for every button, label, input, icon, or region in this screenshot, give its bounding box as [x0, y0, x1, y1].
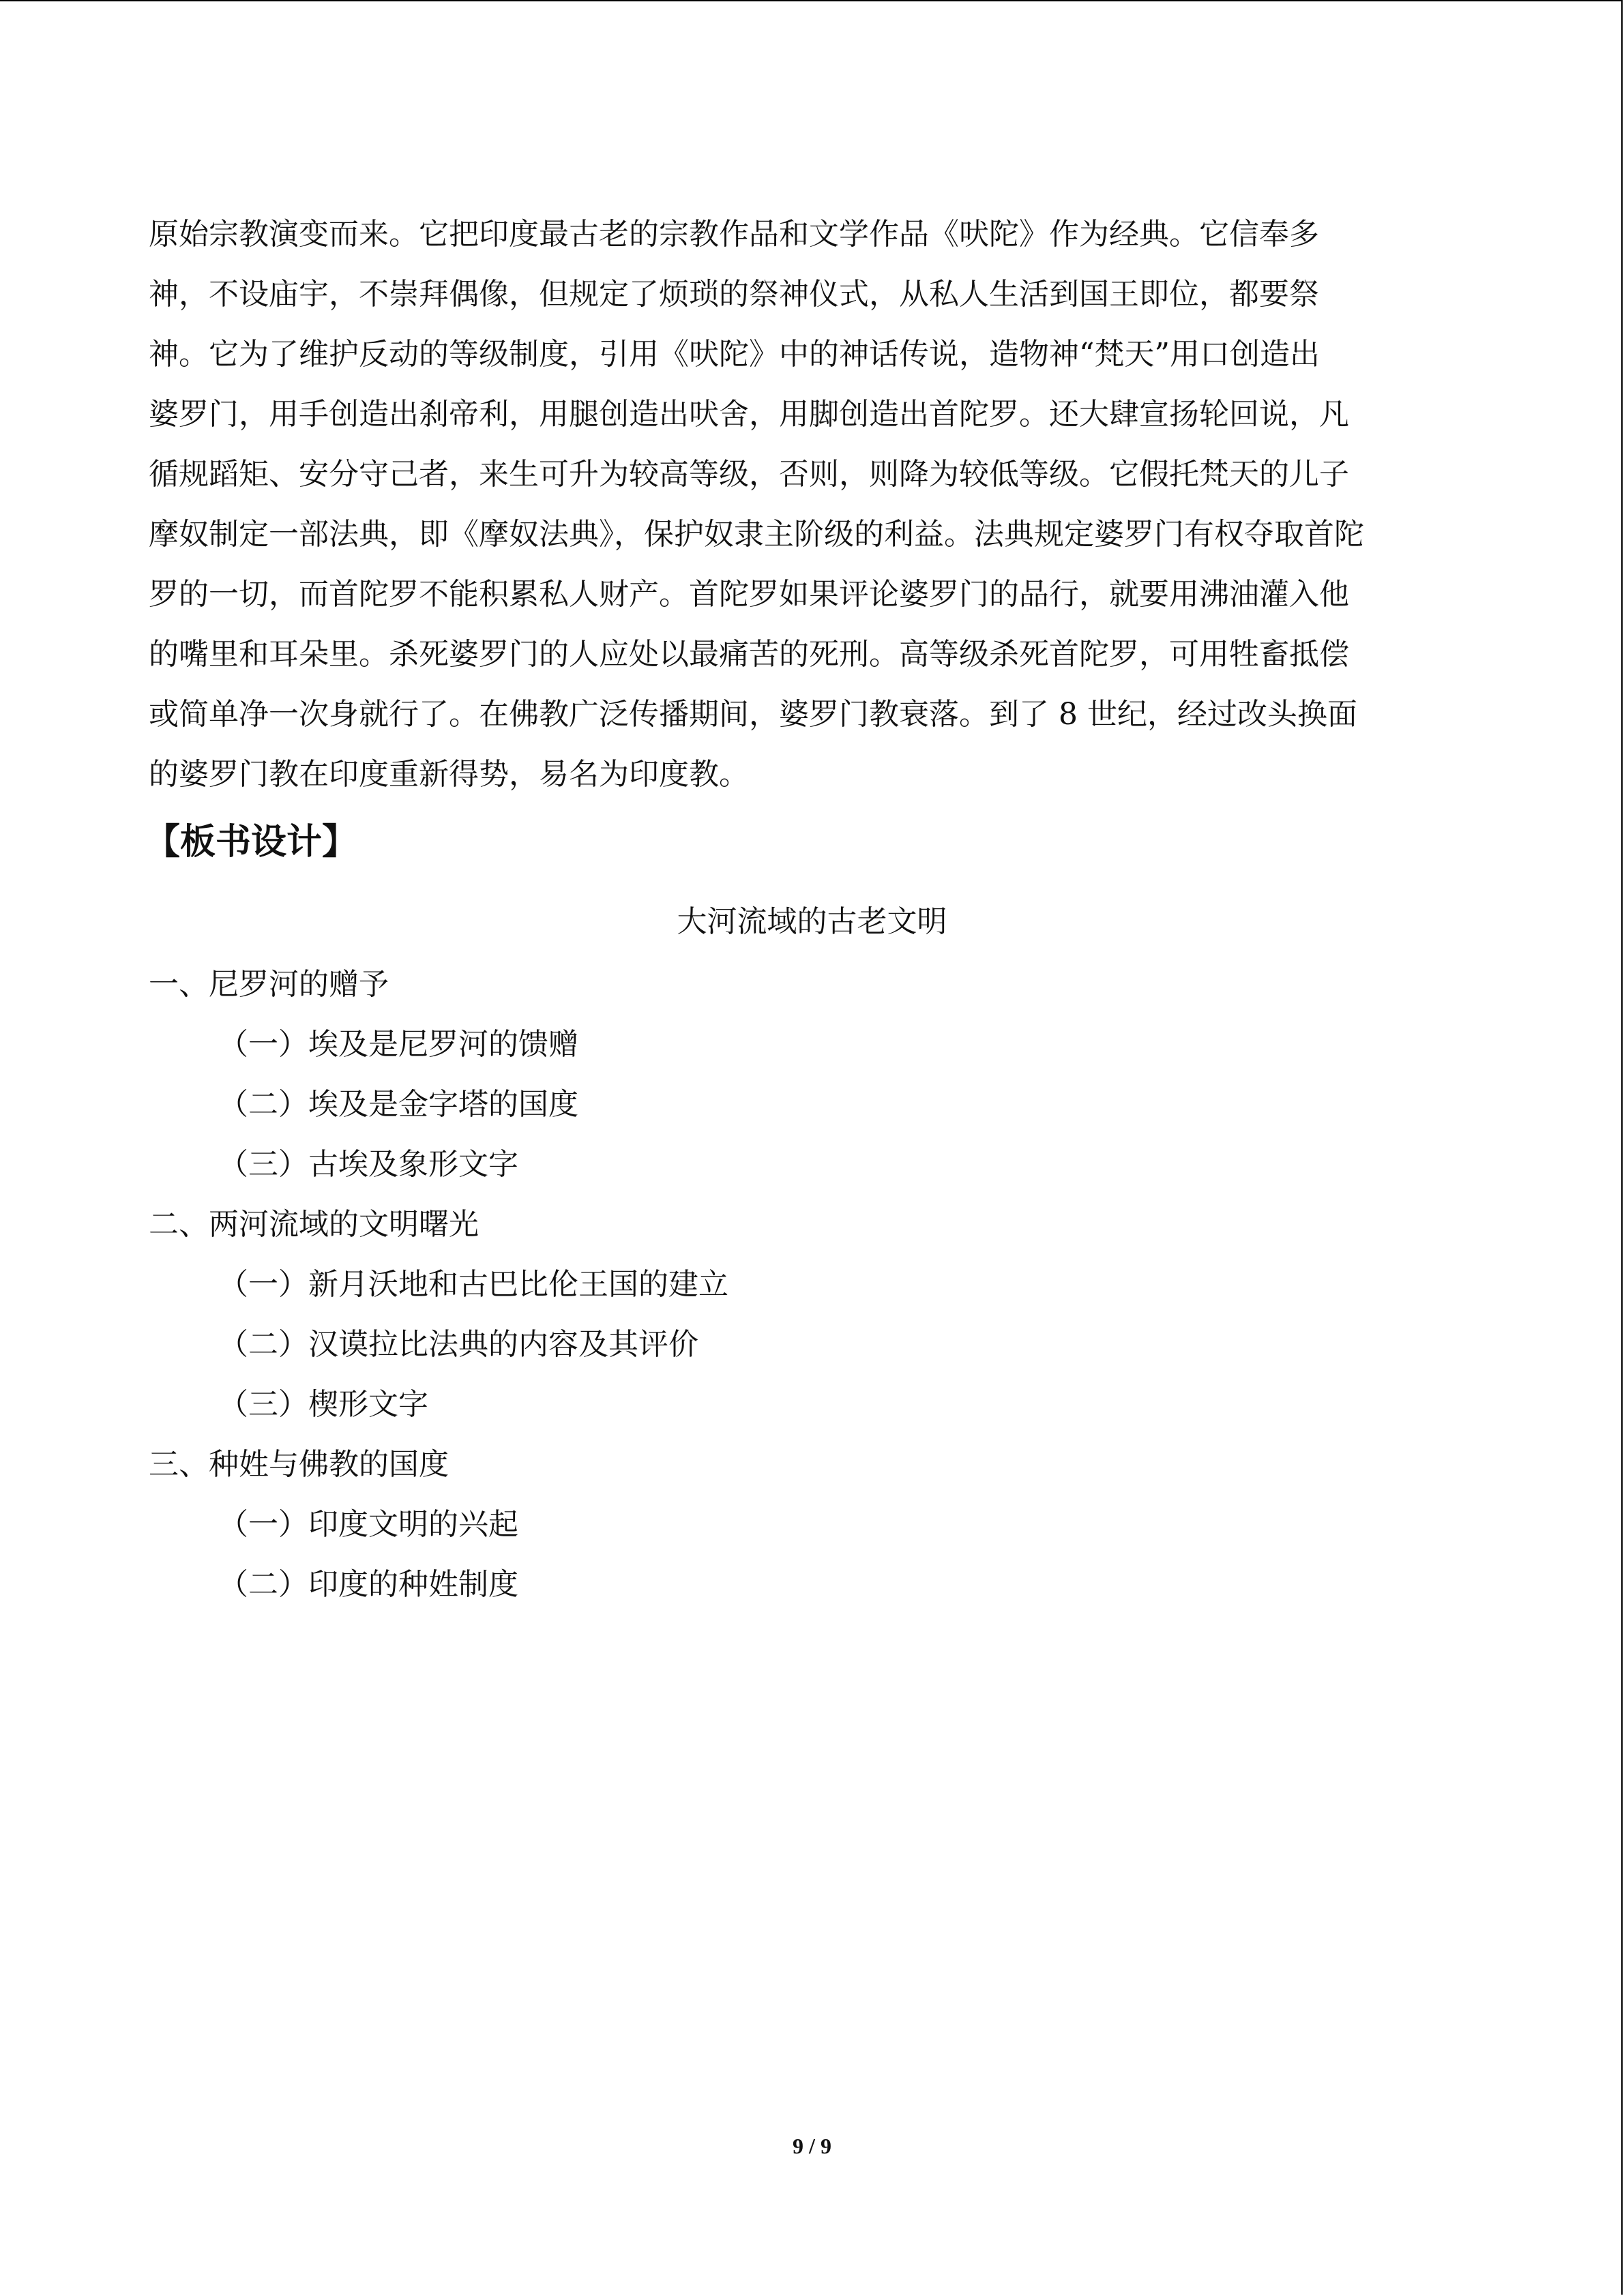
- body-line: 神。它为了维护反动的等级制度，引用《吠陀》中的神话传说，造物神“梵天”用口创造出: [149, 337, 1320, 372]
- board-outline: [149, 955, 728, 1615]
- body-line: 神，不设庙宇，不崇拜偶像，但规定了烦琐的祭神仪式，从私人生活到国王即位，都要祭: [149, 277, 1319, 312]
- outline-subitem: （一）新月沃地和古巴比伦王国的建立: [218, 1267, 728, 1302]
- body-line: 原始宗教演变而来。它把印度最古老的宗教作品和文学作品《吠陀》作为经典。它信奉多: [149, 217, 1319, 252]
- body-line: 循规蹈矩、安分守己者，来生可升为较高等级，否则，则降为较低等级。它假托梵天的儿子: [149, 457, 1349, 492]
- page-number: 9 / 9: [793, 2134, 831, 2158]
- body-paragraph: [149, 205, 1475, 805]
- body-line: 或简单净一次身就行了。在佛教广泛传播期间，婆罗门教衰落。到了 8 世纪，经过改头换面: [149, 697, 1357, 732]
- outline-subitem: （三）古埃及象形文字: [218, 1147, 518, 1182]
- outline-subitem: （二）埃及是金字塔的国度: [218, 1087, 578, 1122]
- outline-subitem: （一）埃及是尼罗河的馈赠: [218, 1027, 578, 1062]
- outline-subitem: （二）汉谟拉比法典的内容及其评价: [218, 1327, 698, 1362]
- body-line: 的嘴里和耳朵里。杀死婆罗门的人应处以最痛苦的死刑。高等级杀死首陀罗，可用牲畜抵偿: [149, 637, 1349, 672]
- section-heading: 【板书设计】: [145, 822, 358, 863]
- outline-subitem: （二）印度的种姓制度: [218, 1567, 518, 1602]
- outline-item: 一、尼罗河的赠予: [149, 967, 389, 1002]
- board-title: 大河流域的古老文明: [677, 904, 947, 939]
- body-line: 摩奴制定一部法典，即《摩奴法典》，保护奴隶主阶级的利益。法典规定婆罗门有权夺取首陀: [149, 517, 1364, 552]
- body-line: 婆罗门，用手创造出刹帝利，用腿创造出吠舍，用脚创造出首陀罗。还大肆宣扬轮回说，凡: [149, 397, 1349, 432]
- body-line: 的婆罗门教在印度重新得势，易名为印度教。: [149, 757, 749, 792]
- outline-item: 三、种姓与佛教的国度: [149, 1447, 449, 1482]
- body-line: 罗的一切，而首陀罗不能积累私人财产。首陀罗如果评论婆罗门的品行，就要用沸油灌入他: [149, 577, 1349, 612]
- outline-subitem: （一）印度文明的兴起: [218, 1507, 518, 1542]
- outline-item: 二、两河流域的文明曙光: [149, 1207, 479, 1242]
- outline-subitem: （三）楔形文字: [218, 1387, 428, 1422]
